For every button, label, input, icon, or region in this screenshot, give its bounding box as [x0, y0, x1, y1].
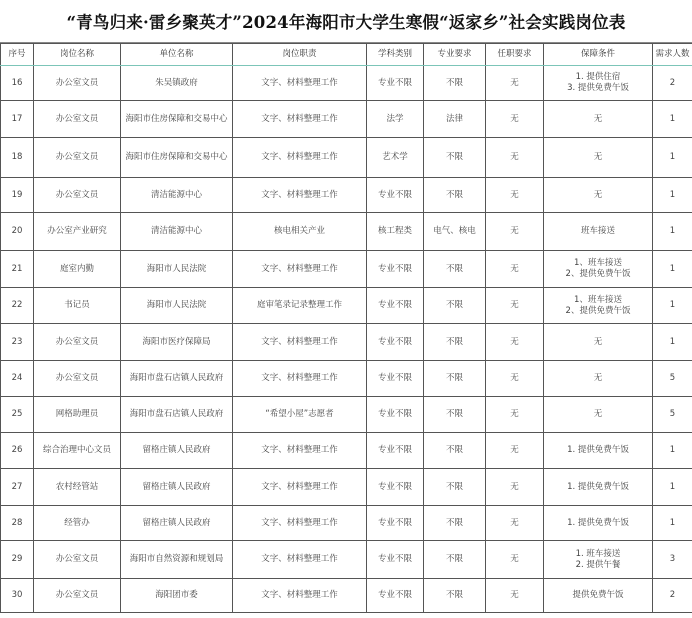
header-count: 需求人数	[653, 44, 692, 66]
cell-count: 5	[653, 397, 692, 433]
cell-count: 1	[653, 138, 692, 178]
benefit-line: 提供免费午饭	[572, 590, 624, 600]
cell-requirement: 无	[486, 251, 544, 288]
cell-duty: 核电相关产业	[233, 213, 367, 251]
cell-major: 不限	[424, 469, 486, 506]
cell-benefits	[544, 138, 653, 178]
cell-duty: 文字、材料整理工作	[233, 101, 367, 138]
table-row	[1, 101, 692, 138]
cell-duty: 庭审笔录记录整理工作	[233, 288, 367, 324]
header-major: 专业要求	[424, 44, 486, 66]
cell-no: 17	[1, 101, 34, 138]
benefit-line: 1. 提供免费午饭	[567, 481, 629, 492]
header-position: 岗位名称	[34, 44, 121, 66]
cell-unit: 海阳市自然资源和规划局	[121, 541, 233, 579]
cell-unit: 清洁能源中心	[121, 213, 233, 251]
cell-major: 不限	[424, 324, 486, 361]
cell-no: 25	[1, 397, 34, 433]
cell-position: 办公室文员	[34, 178, 121, 213]
benefit-line: 无	[593, 336, 603, 347]
cell-subject: 专业不限	[367, 66, 424, 101]
header-subject: 学科类别	[367, 44, 424, 66]
cell-count: 1	[653, 101, 692, 138]
cell-requirement: 无	[486, 361, 544, 397]
benefit-line: 1. 班车接送	[575, 548, 621, 559]
cell-position: 办公室文员	[34, 101, 121, 138]
cell-major: 不限	[424, 397, 486, 433]
cell-count: 1	[653, 213, 692, 251]
cell-subject: 专业不限	[367, 178, 424, 213]
cell-benefits	[544, 361, 653, 397]
cell-position: 网格助理员	[34, 397, 121, 433]
table-body	[1, 66, 692, 613]
benefit-line: 无	[593, 373, 603, 383]
cell-no: 30	[1, 579, 34, 613]
cell-no: 26	[1, 433, 34, 469]
cell-no: 23	[1, 324, 34, 361]
cell-benefits	[544, 506, 653, 541]
header-benefits: 保障条件	[544, 44, 653, 66]
cell-no: 18	[1, 138, 34, 178]
cell-subject: 专业不限	[367, 469, 424, 506]
cell-no: 19	[1, 178, 34, 213]
cell-position: 办公室产业研究	[34, 213, 121, 251]
cell-subject: 核工程类	[367, 213, 424, 251]
cell-duty: 文字、材料整理工作	[233, 469, 367, 506]
cell-position: 办公室文员	[34, 361, 121, 397]
cell-requirement: 无	[486, 469, 544, 506]
benefit-line: 2. 提供午餐	[575, 559, 621, 570]
cell-position: 庭室内勤	[34, 251, 121, 288]
cell-position: 经管办	[34, 506, 121, 541]
cell-count: 1	[653, 469, 692, 506]
cell-requirement: 无	[486, 506, 544, 541]
cell-position: 书记员	[34, 288, 121, 324]
table-title: “青鸟归来·雷乡聚英才”2024年海阳市大学生寒假“返家乡”社会实践岗位表	[0, 0, 692, 43]
cell-subject: 专业不限	[367, 541, 424, 579]
cell-count: 1	[653, 251, 692, 288]
cell-benefits	[544, 541, 653, 579]
cell-requirement: 无	[486, 541, 544, 579]
cell-subject: 专业不限	[367, 506, 424, 541]
benefit-line: 无	[593, 113, 603, 124]
cell-unit: 海阳市人民法院	[121, 251, 233, 288]
benefit-line: 无	[593, 152, 603, 162]
cell-position: 办公室文员	[34, 138, 121, 178]
cell-requirement: 无	[486, 433, 544, 469]
cell-major: 不限	[424, 361, 486, 397]
benefit-line: 3. 提供免费午饭	[567, 83, 629, 93]
cell-no: 27	[1, 469, 34, 506]
table-row	[1, 397, 692, 433]
benefit-line: 无	[593, 409, 603, 419]
table-row	[1, 541, 692, 579]
cell-major: 不限	[424, 288, 486, 324]
cell-unit: 朱吴镇政府	[121, 66, 233, 101]
cell-benefits	[544, 433, 653, 469]
table-row	[1, 178, 692, 213]
table-row	[1, 324, 692, 361]
benefit-line: 1. 提供住宿	[575, 72, 621, 82]
cell-requirement: 无	[486, 66, 544, 101]
cell-count: 5	[653, 361, 692, 397]
cell-duty: 文字、材料整理工作	[233, 433, 367, 469]
table-row	[1, 213, 692, 251]
cell-major: 不限	[424, 541, 486, 579]
cell-requirement: 无	[486, 324, 544, 361]
benefit-line: 1、班车接送	[574, 258, 622, 268]
benefit-line: 1、班车接送	[574, 294, 622, 305]
cell-subject: 艺术学	[367, 138, 424, 178]
cell-benefits	[544, 324, 653, 361]
cell-requirement: 无	[486, 579, 544, 613]
cell-major: 电气、核电	[424, 213, 486, 251]
table-row	[1, 433, 692, 469]
cell-requirement: 无	[486, 288, 544, 324]
cell-position: 办公室文员	[34, 324, 121, 361]
cell-benefits	[544, 397, 653, 433]
cell-position: 办公室文员	[34, 66, 121, 101]
benefit-line: 1. 提供免费午饭	[567, 445, 629, 455]
cell-duty: 文字、材料整理工作	[233, 138, 367, 178]
cell-count: 1	[653, 288, 692, 324]
cell-unit: 留格庄镇人民政府	[121, 506, 233, 541]
cell-unit: 清洁能源中心	[121, 178, 233, 213]
header-unit: 单位名称	[121, 44, 233, 66]
cell-no: 28	[1, 506, 34, 541]
cell-subject: 专业不限	[367, 433, 424, 469]
cell-subject: 专业不限	[367, 579, 424, 613]
cell-subject: 专业不限	[367, 361, 424, 397]
cell-unit: 海阳团市委	[121, 579, 233, 613]
cell-unit: 海阳市住房保障和交易中心	[121, 101, 233, 138]
cell-unit: 海阳市医疗保障局	[121, 324, 233, 361]
cell-duty: 文字、材料整理工作	[233, 66, 367, 101]
table-row	[1, 251, 692, 288]
cell-subject: 专业不限	[367, 288, 424, 324]
cell-no: 21	[1, 251, 34, 288]
cell-no: 22	[1, 288, 34, 324]
table-row	[1, 579, 692, 613]
cell-count: 3	[653, 541, 692, 579]
cell-major: 不限	[424, 138, 486, 178]
cell-no: 16	[1, 66, 34, 101]
cell-no: 24	[1, 361, 34, 397]
table-row	[1, 288, 692, 324]
cell-benefits	[544, 251, 653, 288]
cell-subject: 法学	[367, 101, 424, 138]
cell-unit: 海阳市住房保障和交易中心	[121, 138, 233, 178]
cell-major: 法律	[424, 101, 486, 138]
table-row	[1, 138, 692, 178]
cell-benefits	[544, 469, 653, 506]
cell-benefits	[544, 288, 653, 324]
header-requirement: 任职要求	[486, 44, 544, 66]
cell-count: 2	[653, 66, 692, 101]
cell-unit: 海阳市盘石店镇人民政府	[121, 361, 233, 397]
cell-position: 办公室文员	[34, 579, 121, 613]
cell-no: 29	[1, 541, 34, 579]
cell-no: 20	[1, 213, 34, 251]
cell-subject: 专业不限	[367, 251, 424, 288]
cell-requirement: 无	[486, 178, 544, 213]
cell-requirement: 无	[486, 138, 544, 178]
positions-table	[0, 43, 692, 613]
cell-unit: 海阳市盘石店镇人民政府	[121, 397, 233, 433]
cell-position: 农村经管站	[34, 469, 121, 506]
cell-duty: 文字、材料整理工作	[233, 251, 367, 288]
cell-subject: 专业不限	[367, 324, 424, 361]
table-row	[1, 506, 692, 541]
cell-major: 不限	[424, 433, 486, 469]
cell-requirement: 无	[486, 101, 544, 138]
benefit-line: 无	[593, 189, 603, 200]
cell-benefits	[544, 178, 653, 213]
benefit-line: 2、提供免费午饭	[565, 305, 631, 316]
cell-major: 不限	[424, 66, 486, 101]
cell-count: 1	[653, 506, 692, 541]
cell-benefits	[544, 101, 653, 138]
cell-requirement: 无	[486, 213, 544, 251]
cell-duty: “希望小屋”志愿者	[233, 397, 367, 433]
cell-duty: 文字、材料整理工作	[233, 506, 367, 541]
cell-count: 1	[653, 178, 692, 213]
cell-duty: 文字、材料整理工作	[233, 541, 367, 579]
cell-benefits	[544, 66, 653, 101]
cell-count: 1	[653, 433, 692, 469]
cell-major: 不限	[424, 178, 486, 213]
header-no: 序号	[1, 44, 34, 66]
cell-unit: 海阳市人民法院	[121, 288, 233, 324]
cell-major: 不限	[424, 251, 486, 288]
header-row	[1, 44, 692, 66]
cell-requirement: 无	[486, 397, 544, 433]
cell-major: 不限	[424, 579, 486, 613]
cell-count: 2	[653, 579, 692, 613]
cell-duty: 文字、材料整理工作	[233, 178, 367, 213]
benefit-line: 2、提供免费午饭	[565, 269, 631, 279]
cell-duty: 文字、材料整理工作	[233, 579, 367, 613]
cell-unit: 留格庄镇人民政府	[121, 469, 233, 506]
cell-benefits	[544, 213, 653, 251]
table-row	[1, 66, 692, 101]
cell-duty: 文字、材料整理工作	[233, 361, 367, 397]
cell-position: 办公室文员	[34, 541, 121, 579]
cell-count: 1	[653, 324, 692, 361]
header-duty: 岗位职责	[233, 44, 367, 66]
cell-position: 综合治理中心文员	[34, 433, 121, 469]
table-row	[1, 469, 692, 506]
table-row	[1, 361, 692, 397]
cell-major: 不限	[424, 506, 486, 541]
cell-duty: 文字、材料整理工作	[233, 324, 367, 361]
benefit-line: 班车接送	[580, 226, 615, 236]
cell-unit: 留格庄镇人民政府	[121, 433, 233, 469]
benefit-line: 1. 提供免费午饭	[567, 517, 629, 528]
cell-benefits	[544, 579, 653, 613]
cell-subject: 专业不限	[367, 397, 424, 433]
